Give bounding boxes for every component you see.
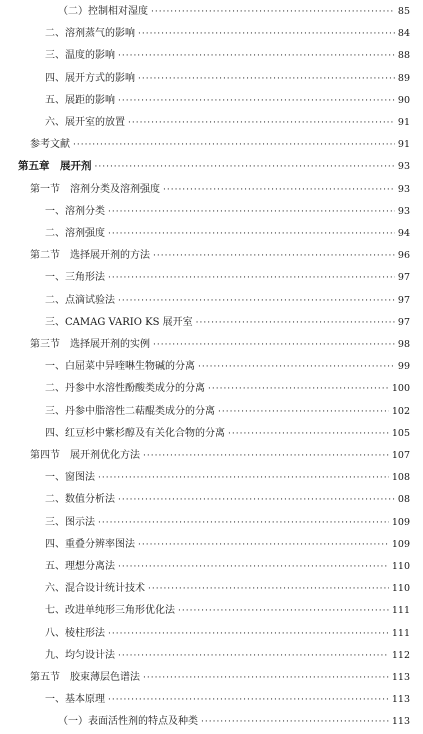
toc-entry-page-number: 100 xyxy=(391,383,410,395)
toc-entry-page-number: 93 xyxy=(397,205,410,217)
toc-entry-page-number: 99 xyxy=(397,361,410,373)
toc-entry xyxy=(45,644,410,667)
toc-entry-label: （一）表面活性剂的特点及种类 xyxy=(58,716,198,728)
toc-entry-label: 二、丹参中水溶性酚酸类成分的分离 xyxy=(45,383,205,395)
toc-entry-label: 七、改进单纯形三角形优化法 xyxy=(45,605,175,617)
toc-entry-label: 五、展距的影响 xyxy=(45,94,115,106)
dot-leader xyxy=(151,1,395,24)
toc-entry xyxy=(45,599,410,622)
toc-entry xyxy=(45,67,410,90)
toc-entry-label: 二、数值分析法 xyxy=(45,494,115,506)
toc-entry-label: 一、白屈菜中异喹啉生物碱的分离 xyxy=(45,361,195,373)
dot-leader xyxy=(198,356,395,379)
toc-entry xyxy=(58,710,410,733)
toc-entry xyxy=(45,44,410,67)
toc-entry xyxy=(45,377,410,400)
toc-entry-page-number: 91 xyxy=(397,117,410,128)
toc-entry xyxy=(45,111,410,134)
dot-leader xyxy=(108,623,389,646)
toc-entry-page-number: 97 xyxy=(397,316,410,328)
toc-entry xyxy=(45,289,410,312)
toc-entry-label: 一、基本原理 xyxy=(45,694,105,706)
toc-entry-label: 八、棱柱形法 xyxy=(45,627,105,639)
toc-entry xyxy=(58,0,410,23)
toc-entry-page-number: 08 xyxy=(397,494,410,506)
toc-entry xyxy=(45,688,410,711)
toc-entry-page-number: 90 xyxy=(397,94,410,106)
dot-leader xyxy=(163,179,395,202)
toc-entry-label: 参考文献 xyxy=(30,139,70,151)
toc-entry-label: 第五节 胶束薄层色谱法 xyxy=(30,672,140,683)
toc-entry-label: 六、混合设计统计技术 xyxy=(45,583,145,595)
toc-entry-page-number: 109 xyxy=(391,516,410,528)
dot-leader xyxy=(95,156,395,179)
toc-entry-label: 第五章 展开剂 xyxy=(18,160,92,173)
toc-entry-page-number: 85 xyxy=(397,6,410,17)
toc-entry-page-number: 110 xyxy=(391,583,410,595)
toc-entry xyxy=(45,222,410,245)
toc-entry-page-number: 84 xyxy=(397,28,410,40)
toc-entry-label: 二、溶剂蒸气的影响 xyxy=(45,28,135,40)
toc-entry xyxy=(45,89,410,112)
toc-entry-label: 四、红豆杉中紫杉醇及有关化合物的分离 xyxy=(45,427,225,439)
dot-leader xyxy=(118,45,395,68)
dot-leader xyxy=(73,134,395,157)
toc-entry-label: （二）控制相对湿度 xyxy=(58,6,148,17)
toc-entry-label: 六、展开室的放置 xyxy=(45,117,125,128)
toc-entry xyxy=(45,200,410,223)
dot-leader xyxy=(108,223,395,246)
dot-leader xyxy=(108,267,395,290)
dot-leader xyxy=(108,201,395,224)
toc-entry-page-number: 110 xyxy=(391,561,410,572)
dot-leader xyxy=(228,423,389,446)
dot-leader xyxy=(118,290,395,313)
dot-leader xyxy=(178,600,389,623)
dot-leader xyxy=(153,334,395,357)
dot-leader xyxy=(128,112,395,135)
toc-entry-page-number: 94 xyxy=(397,228,410,239)
toc-entry xyxy=(45,622,410,645)
dot-leader xyxy=(138,68,395,91)
toc-entry xyxy=(45,577,410,600)
toc-entry xyxy=(45,266,410,289)
toc-entry-page-number: 93 xyxy=(397,161,410,173)
toc-entry-label: 四、展开方式的影响 xyxy=(45,72,135,84)
dot-leader xyxy=(196,312,395,335)
dot-leader xyxy=(118,90,395,113)
toc-entry-page-number: 107 xyxy=(391,450,410,461)
toc-entry-label: 二、溶剂强度 xyxy=(45,228,105,239)
toc-entry-label: 四、重叠分辨率图法 xyxy=(45,538,135,550)
toc-entry-page-number: 98 xyxy=(397,339,410,350)
toc-entry xyxy=(18,155,410,178)
toc-entry xyxy=(30,333,410,356)
toc-entry-label: 二、点滴试验法 xyxy=(45,294,115,306)
toc-entry xyxy=(45,422,410,445)
dot-leader xyxy=(201,711,389,734)
toc-entry xyxy=(30,666,410,689)
dot-leader xyxy=(98,467,389,490)
toc-entry-page-number: 97 xyxy=(397,272,410,284)
dot-leader xyxy=(208,378,389,401)
toc-entry-label: 第四节 展开剂优化方法 xyxy=(30,450,140,461)
dot-leader xyxy=(118,489,395,512)
toc-entry-label: 三、CAMAG VARIO KS 展开室 xyxy=(45,316,193,328)
toc-entry-page-number: 108 xyxy=(391,472,410,484)
toc-entry xyxy=(45,555,410,578)
toc-entry xyxy=(45,22,410,45)
dot-leader xyxy=(148,578,389,601)
toc-entry-label: 三、温度的影响 xyxy=(45,50,115,62)
toc-entry-label: 一、三角形法 xyxy=(45,272,105,284)
toc-entry xyxy=(30,244,410,267)
dot-leader xyxy=(143,445,389,468)
dot-leader xyxy=(153,245,395,268)
toc-entry-page-number: 102 xyxy=(391,405,410,417)
dot-leader xyxy=(98,512,389,535)
toc-entry-page-number: 97 xyxy=(397,294,410,306)
toc-entry-page-number: 105 xyxy=(391,427,410,439)
toc-entry-page-number: 112 xyxy=(391,649,410,661)
dot-leader xyxy=(218,401,389,424)
dot-leader xyxy=(143,667,389,690)
toc-entry-page-number: 113 xyxy=(391,672,410,683)
toc-entry-page-number: 109 xyxy=(391,538,410,550)
dot-leader xyxy=(138,534,389,557)
toc-entry-label: 三、丹参中脂溶性二萜醌类成分的分离 xyxy=(45,405,215,417)
toc-entry xyxy=(45,488,410,511)
toc-entry-page-number: 88 xyxy=(397,50,410,62)
toc-entry-page-number: 91 xyxy=(397,139,410,151)
toc-entry-label: 三、图示法 xyxy=(45,516,95,528)
toc-entry-page-number: 111 xyxy=(391,605,410,617)
toc-entry xyxy=(45,533,410,556)
toc-entry xyxy=(30,178,410,201)
toc-entry-page-number: 113 xyxy=(391,716,410,728)
toc-entry-page-number: 113 xyxy=(391,694,410,706)
toc-entry xyxy=(45,355,410,378)
toc-entry xyxy=(30,444,410,467)
toc-entry xyxy=(45,466,410,489)
dot-leader xyxy=(118,645,389,668)
toc-entry-page-number: 111 xyxy=(391,627,410,639)
dot-leader xyxy=(108,689,389,712)
toc-entry-label: 九、均匀设计法 xyxy=(45,649,115,661)
toc-entry xyxy=(45,400,410,423)
toc-entry-label: 一、窗图法 xyxy=(45,472,95,484)
toc-entry xyxy=(45,511,410,534)
dot-leader xyxy=(118,556,389,579)
toc-entry-label: 第三节 选择展开剂的实例 xyxy=(30,339,150,350)
toc-entry-label: 五、理想分离法 xyxy=(45,561,115,572)
toc-entry-label: 第一节 溶剂分类及溶剂强度 xyxy=(30,183,160,195)
dot-leader xyxy=(138,23,395,46)
toc-entry xyxy=(45,311,410,334)
toc-entry-label: 第二节 选择展开剂的方法 xyxy=(30,250,150,262)
toc-entry-label: 一、溶剂分类 xyxy=(45,205,105,217)
toc-entry-page-number: 93 xyxy=(397,183,410,195)
toc-entry-page-number: 89 xyxy=(397,72,410,84)
toc-entry xyxy=(30,133,410,156)
toc-entry-page-number: 96 xyxy=(397,250,410,262)
